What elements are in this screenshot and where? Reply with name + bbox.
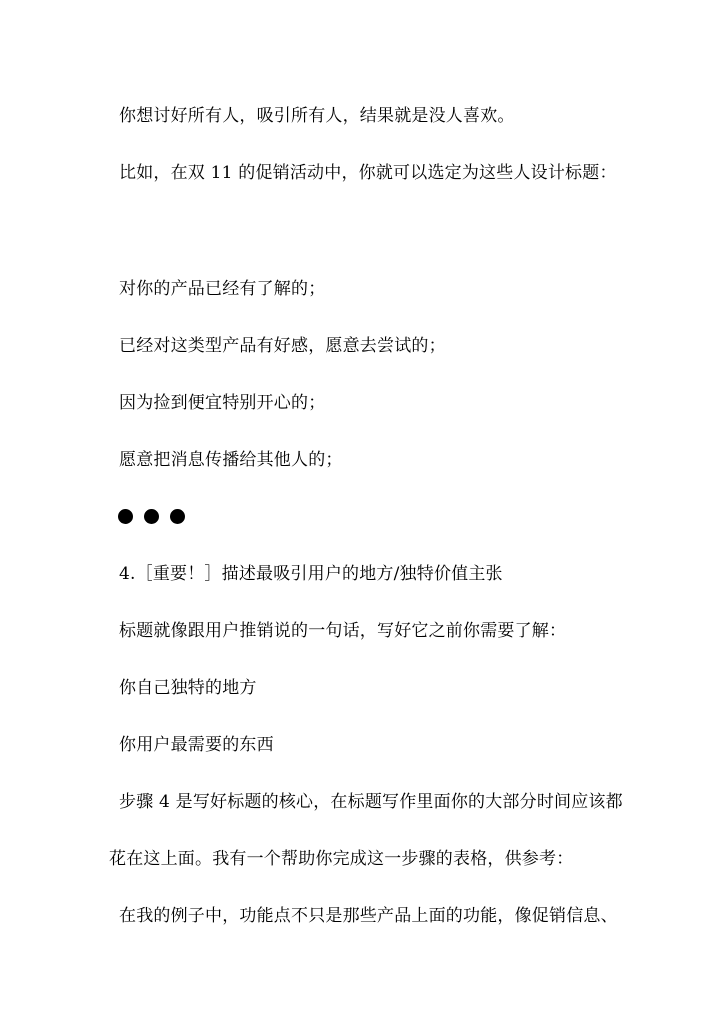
ellipsis-bullets bbox=[118, 505, 185, 527]
section-heading: 4.［重要！］描述最吸引用户的地方/独特价值主张 bbox=[119, 564, 503, 584]
paragraph-line: 花在这上面。我有一个帮助你完成这一步骤的表格，供参考： bbox=[109, 849, 574, 869]
paragraph-line: 你想讨好所有人，吸引所有人，结果就是没人喜欢。 bbox=[119, 106, 515, 126]
paragraph-line: 步骤 4 是写好标题的核心，在标题写作里面你的大部分时间应该都 bbox=[119, 792, 623, 812]
paragraph-line: 比如，在双 11 的促销活动中，你就可以选定为这些人设计标题： bbox=[119, 163, 617, 183]
list-item: 因为捡到便宜特别开心的； bbox=[119, 393, 326, 413]
list-item: 已经对这类型产品有好感，愿意去尝试的； bbox=[119, 336, 446, 356]
list-item: 你用户最需要的东西 bbox=[119, 735, 274, 755]
bullet-dot-icon bbox=[170, 509, 185, 524]
list-item: 对你的产品已经有了解的； bbox=[119, 279, 326, 299]
bullet-dot-icon bbox=[118, 509, 133, 524]
list-item: 愿意把消息传播给其他人的； bbox=[119, 450, 343, 470]
bullet-dot-icon bbox=[144, 509, 159, 524]
list-item: 你自己独特的地方 bbox=[119, 678, 257, 698]
paragraph-line: 在我的例子中，功能点不只是那些产品上面的功能，像促销信息、 bbox=[119, 906, 618, 926]
paragraph-line: 标题就像跟用户推销说的一句话，写好它之前你需要了解： bbox=[119, 621, 567, 641]
